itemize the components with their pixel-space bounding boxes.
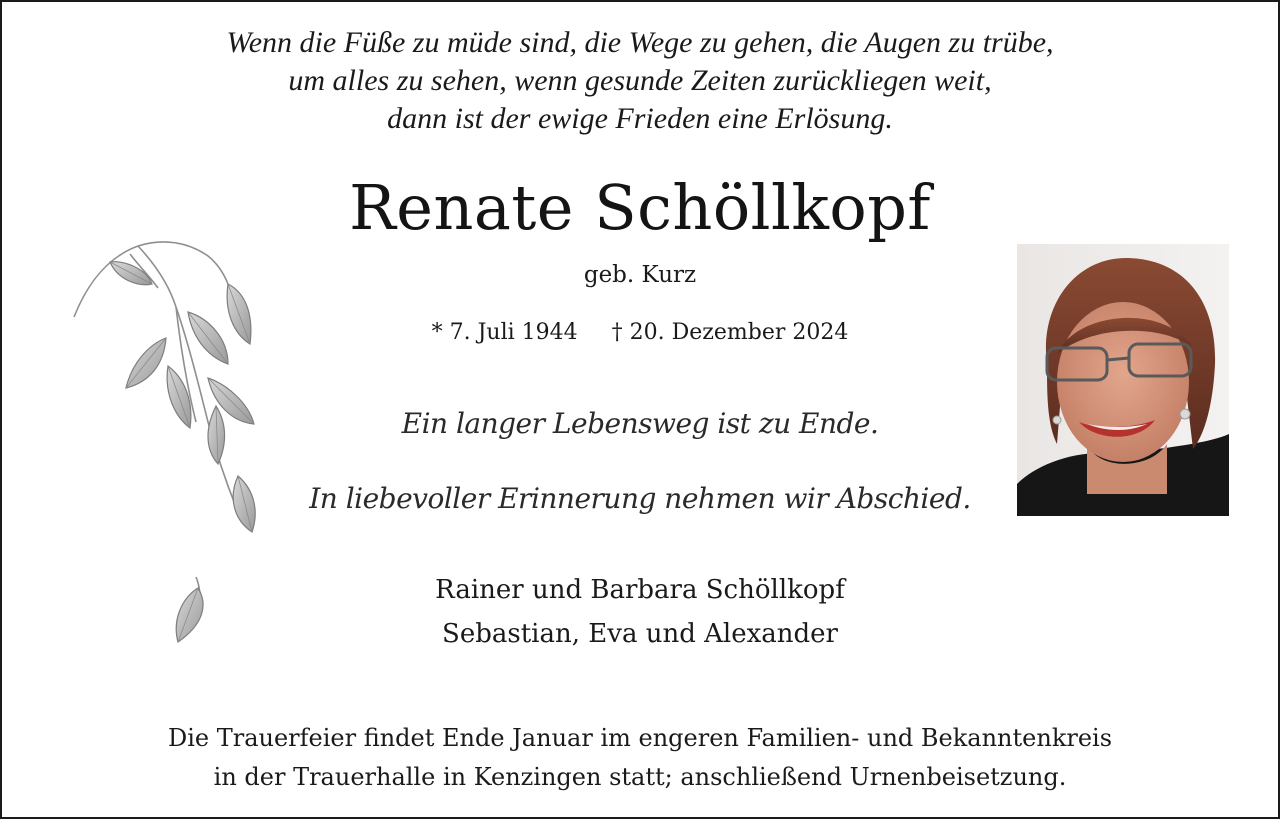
service-info bbox=[2, 719, 1278, 797]
poem-line: um alles zu sehen, wenn gesunde Zeiten zurückliegen weit, bbox=[288, 64, 992, 97]
birth-date: * 7. Juli 1944 bbox=[431, 320, 578, 345]
death-date: † 20. Dezember 2024 bbox=[611, 320, 849, 345]
birch-branch-icon bbox=[68, 232, 268, 652]
service-line: Die Trauerfeier findet Ende Januar im engeren Familien- und Bekanntenkreis bbox=[167, 724, 1113, 752]
mourners-line: Sebastian, Eva und Alexander bbox=[442, 619, 838, 649]
message-line: In liebevoller Erinnerung nehmen wir Abschied. bbox=[309, 482, 971, 515]
portrait-photo bbox=[1017, 244, 1229, 516]
service-line: in der Trauerhalle in Kenzingen statt; anschließend Urnenbeisetzung. bbox=[213, 763, 1067, 791]
mourners-line: Rainer und Barbara Schöllkopf bbox=[435, 575, 845, 605]
poem bbox=[2, 24, 1278, 138]
deceased-name: Renate Schöllkopf bbox=[349, 171, 931, 244]
message-line: Ein langer Lebensweg ist zu Ende. bbox=[401, 407, 879, 440]
poem-line: dann ist der ewige Frieden eine Erlösung. bbox=[387, 102, 893, 135]
maiden-name: geb. Kurz bbox=[583, 262, 697, 288]
poem-line: Wenn die Füße zu müde sind, die Wege zu gehen, die Augen zu trübe, bbox=[226, 26, 1054, 59]
